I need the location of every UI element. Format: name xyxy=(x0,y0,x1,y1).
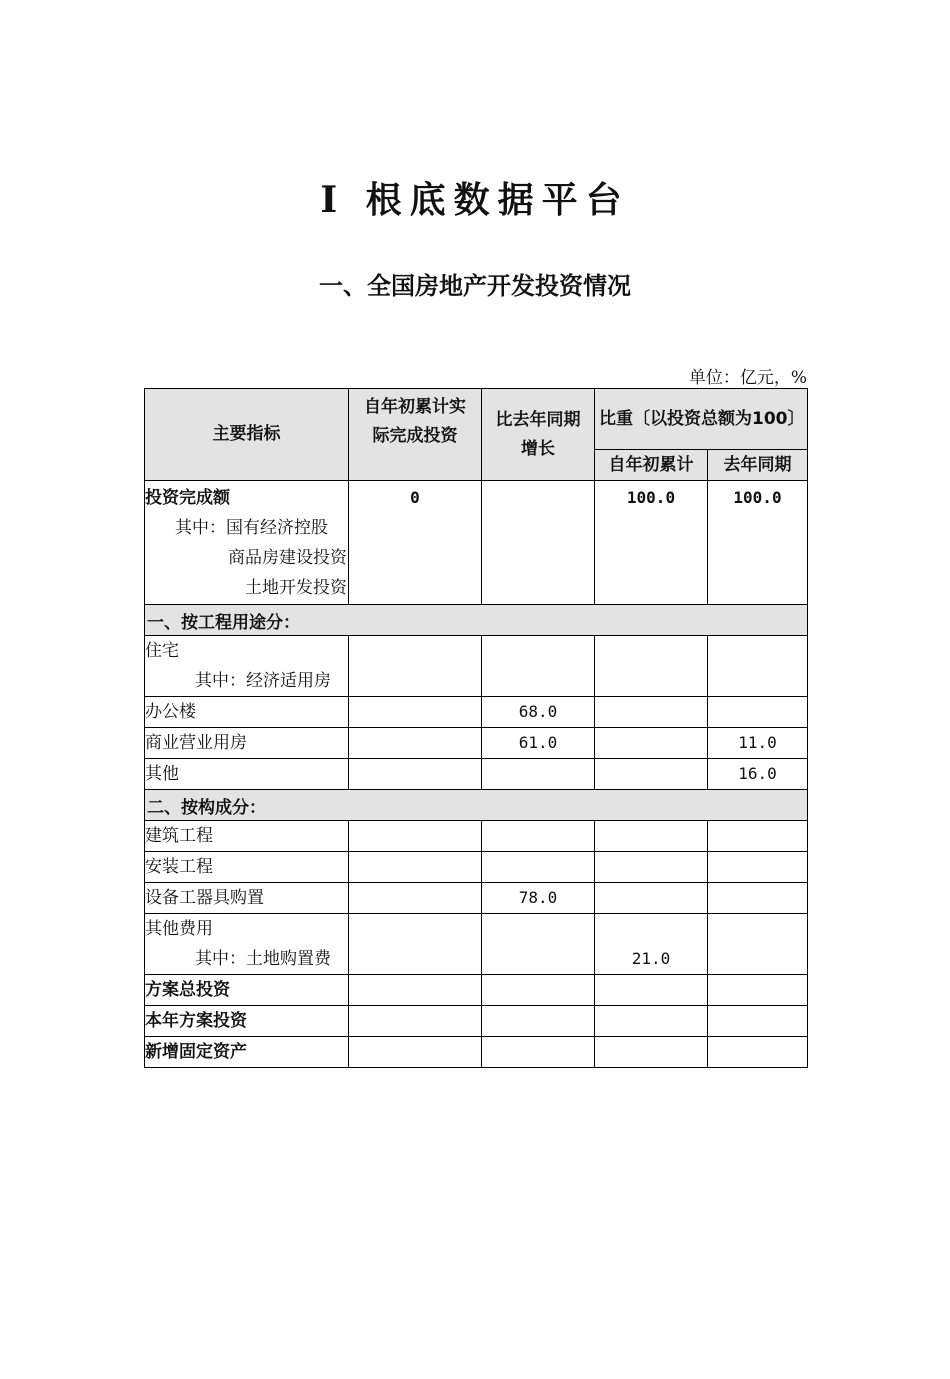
section-row-composition xyxy=(145,790,808,821)
cell-empty xyxy=(708,883,808,914)
cell-empty xyxy=(595,975,708,1006)
label-installation: 安装工程 xyxy=(145,852,349,883)
table-row-other-use xyxy=(145,759,808,790)
cell-yoy-growth: 68.0 xyxy=(482,697,595,728)
label-construction: 建筑工程 xyxy=(145,821,349,852)
header-share: 比重〔以投资总额为100〕 xyxy=(595,389,808,450)
cell-empty xyxy=(708,636,808,697)
cell-empty xyxy=(708,975,808,1006)
header-row xyxy=(145,389,808,450)
cell-empty xyxy=(595,821,708,852)
cell-empty xyxy=(595,1006,708,1037)
cell-empty xyxy=(349,821,482,852)
cell-empty xyxy=(708,852,808,883)
label-plan-total: 方案总投资 xyxy=(145,975,349,1006)
cell-cumulative: 0 xyxy=(349,481,482,605)
cell-empty xyxy=(482,759,595,790)
cell-share-last-year: 100.0 xyxy=(708,481,808,605)
table-row-plan-total xyxy=(145,975,808,1006)
table-row-other-cost xyxy=(145,914,808,975)
cell-empty xyxy=(595,759,708,790)
header-share-ytd: 自年初累计 xyxy=(595,450,708,481)
cell-yoy-growth xyxy=(482,481,595,605)
cell-empty xyxy=(482,975,595,1006)
cell-empty xyxy=(349,975,482,1006)
table-row-installation xyxy=(145,852,808,883)
label-other-use: 其他 xyxy=(145,759,349,790)
cell-empty xyxy=(708,1006,808,1037)
label-land-purchase: 其中：土地购置费 xyxy=(195,949,331,969)
page-title: Ⅰ 根底数据平台 xyxy=(320,179,630,221)
cell-empty xyxy=(595,1037,708,1068)
table-row-new-assets xyxy=(145,1037,808,1068)
cell-empty xyxy=(349,1006,482,1037)
cell-yoy-growth: 78.0 xyxy=(482,883,595,914)
cell-empty xyxy=(595,883,708,914)
cell-empty xyxy=(482,852,595,883)
cell-empty xyxy=(595,728,708,759)
label-state-owned: 其中：国有经济控股 xyxy=(175,518,328,538)
cell-empty xyxy=(482,636,595,697)
cell-empty xyxy=(595,636,708,697)
table-row-office xyxy=(145,697,808,728)
section-heading: 一、全国房地产开发投资情况 xyxy=(319,272,631,300)
cell-empty xyxy=(349,636,482,697)
cell-empty xyxy=(349,759,482,790)
cell-empty xyxy=(349,1037,482,1068)
label-other-cost: 其他费用 xyxy=(145,919,213,939)
table-row-equipment xyxy=(145,883,808,914)
table-row-construction xyxy=(145,821,808,852)
unit-note: 单位：亿元，% xyxy=(688,368,807,388)
row-label xyxy=(145,636,349,697)
cell-empty xyxy=(349,697,482,728)
table-row-commercial xyxy=(145,728,808,759)
label-land-development: 土地开发投资 xyxy=(245,578,347,598)
section-label: 一、按工程用途分： xyxy=(145,605,808,636)
cell-empty xyxy=(595,852,708,883)
cell-empty xyxy=(482,914,595,975)
label-affordable-housing: 其中：经济适用房 xyxy=(195,671,331,691)
cell-empty xyxy=(708,697,808,728)
header-yoy-growth: 比去年同期增长 xyxy=(482,389,595,481)
header-share-last-year: 去年同期 xyxy=(708,450,808,481)
cell-empty xyxy=(482,821,595,852)
cell-empty xyxy=(482,1006,595,1037)
cell-yoy-growth: 61.0 xyxy=(482,728,595,759)
cell-empty xyxy=(349,728,482,759)
section-row-usage xyxy=(145,605,808,636)
section-label: 二、按构成分： xyxy=(145,790,808,821)
label-investment: 投资完成额 xyxy=(145,488,230,508)
row-label xyxy=(145,914,349,975)
header-cumulative: 自年初累计实际完成投资 xyxy=(349,389,482,481)
cell-empty xyxy=(482,1037,595,1068)
cell-share-ytd: 21.0 xyxy=(595,914,708,975)
cell-empty xyxy=(349,883,482,914)
cell-empty xyxy=(708,821,808,852)
label-new-assets: 新增固定资产 xyxy=(145,1037,349,1068)
label-residential: 住宅 xyxy=(145,641,179,661)
cell-empty xyxy=(349,914,482,975)
cell-empty xyxy=(708,1037,808,1068)
label-plan-year: 本年方案投资 xyxy=(145,1006,349,1037)
cell-empty xyxy=(349,852,482,883)
investment-table xyxy=(144,388,808,1068)
row-label xyxy=(145,481,349,605)
cell-share-last-year: 11.0 xyxy=(708,728,808,759)
label-commodity-housing: 商品房建设投资 xyxy=(228,548,347,568)
cell-share-last-year: 16.0 xyxy=(708,759,808,790)
label-commercial: 商业营业用房 xyxy=(145,728,349,759)
table-row-plan-year xyxy=(145,1006,808,1037)
cell-empty xyxy=(595,697,708,728)
header-indicator: 主要指标 xyxy=(145,389,349,481)
label-equipment: 设备工器具购置 xyxy=(145,883,349,914)
label-office: 办公楼 xyxy=(145,697,349,728)
cell-share-ytd: 100.0 xyxy=(595,481,708,605)
cell-empty xyxy=(708,914,808,975)
table-row-residential xyxy=(145,636,808,697)
table-row-investment xyxy=(145,481,808,605)
